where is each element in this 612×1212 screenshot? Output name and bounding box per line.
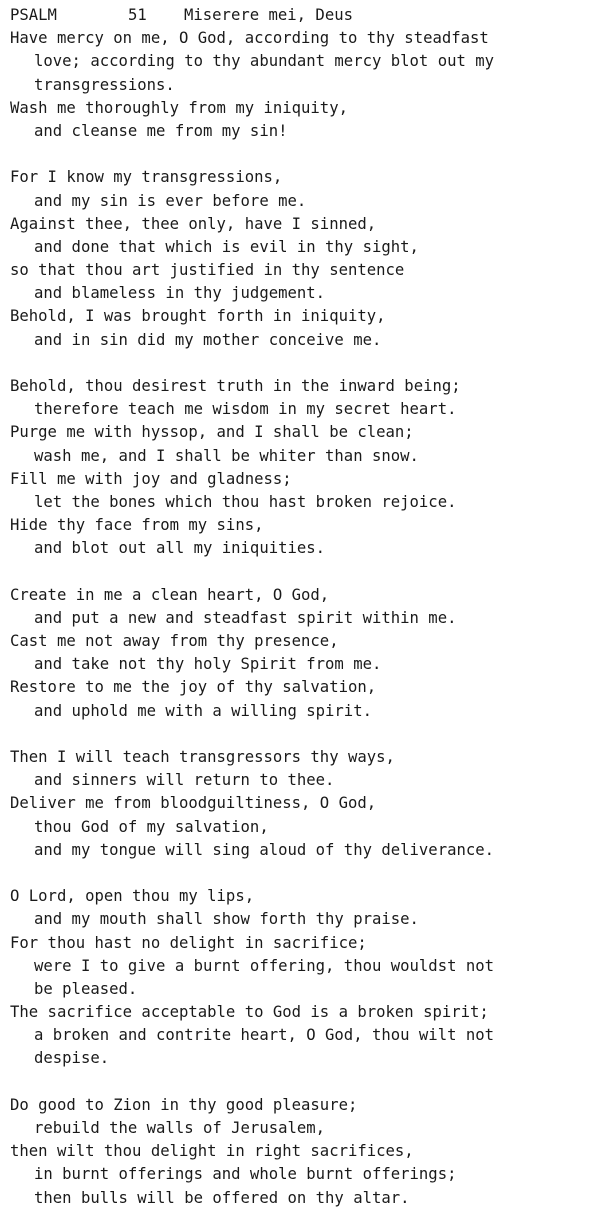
stanza: [10, 885, 608, 1071]
verse-line: Fill me with joy and gladness;: [10, 469, 292, 488]
stanza: [10, 166, 608, 352]
stanza-spacer: [10, 352, 608, 375]
stanza: [10, 27, 608, 143]
verse-line: Do good to Zion in thy good pleasure;: [10, 1095, 358, 1114]
verse-line: The sacrifice acceptable to God is a broken spirit;: [10, 1003, 489, 1022]
verse-continuation-line: and put a new and steadfast spirit within me.: [34, 608, 457, 627]
verse-line: Restore to me the joy of thy salvation,: [10, 678, 377, 697]
verse-continuation-line: transgressions.: [34, 75, 175, 94]
verse-line: For thou hast no delight in sacrifice;: [10, 933, 367, 952]
stanza-spacer: [10, 561, 608, 584]
verse-line: Cast me not away from thy presence,: [10, 632, 339, 651]
verse-line: Have mercy on me, O God, according to thy steadfast: [10, 29, 489, 48]
verse-continuation-line: and my tongue will sing aloud of thy deliverance.: [34, 840, 495, 859]
verse-continuation-line: despise.: [34, 1049, 110, 1068]
verse-continuation-line: and my mouth shall show forth thy praise.: [34, 910, 419, 929]
stanza-spacer: [10, 862, 608, 885]
psalm-body: [10, 27, 608, 1210]
psalm-number: 51: [128, 6, 147, 24]
verse-line: Against thee, thee only, have I sinned,: [10, 214, 377, 233]
verse-continuation-line: and blameless in thy judgement.: [34, 284, 326, 303]
stanza-spacer: [10, 143, 608, 166]
verse-continuation-line: rebuild the walls of Jerusalem,: [34, 1119, 326, 1137]
verse-line: then wilt thou delight in right sacrifices,: [10, 1142, 414, 1161]
verse-line: Then I will teach transgressors thy ways,: [10, 748, 395, 766]
psalm-label: PSALM: [10, 6, 57, 24]
stanza: [10, 375, 608, 561]
stanza: [10, 1094, 608, 1210]
stanza-spacer: [10, 723, 608, 746]
verse-continuation-line: and cleanse me from my sin!: [34, 121, 288, 140]
verse-line: Behold, I was brought forth in iniquity,: [10, 307, 386, 326]
verse-continuation-line: wash me, and I shall be whiter than snow.: [34, 446, 419, 465]
verse-line: Hide thy face from my sins,: [10, 516, 264, 535]
psalm-header: [10, 4, 608, 27]
verse-continuation-line: be pleased.: [34, 979, 138, 998]
verse-continuation-line: and in sin did my mother conceive me.: [34, 330, 382, 349]
verse-line: O Lord, open thou my lips,: [10, 887, 255, 906]
verse-line: Deliver me from bloodguiltiness, O God,: [10, 794, 377, 813]
verse-continuation-line: and uphold me with a willing spirit.: [34, 701, 372, 720]
verse-continuation-line: and sinners will return to thee.: [34, 771, 335, 790]
verse-continuation-line: were I to give a burnt offering, thou wouldst not: [34, 956, 495, 975]
verse-continuation-line: and blot out all my iniquities.: [34, 539, 326, 558]
verse-continuation-line: therefore teach me wisdom in my secret heart.: [34, 400, 457, 419]
psalm-latin-title: Miserere mei, Deus: [184, 6, 353, 24]
stanza: [10, 584, 608, 723]
verse-continuation-line: and take not thy holy Spirit from me.: [34, 655, 382, 674]
verse-line: Purge me with hyssop, and I shall be clean;: [10, 423, 414, 442]
verse-line: Behold, thou desirest truth in the inward being;: [10, 377, 461, 395]
verse-line: Wash me thoroughly from my iniquity,: [10, 98, 348, 117]
verse-continuation-line: then bulls will be offered on thy altar.: [34, 1188, 410, 1207]
verse-continuation-line: love; according to thy abundant mercy blot out my: [34, 52, 495, 71]
verse-line: so that thou art justified in thy sentence: [10, 261, 405, 280]
verse-continuation-line: in burnt offerings and whole burnt offerings;: [34, 1165, 457, 1184]
verse-line: For I know my transgressions,: [10, 168, 283, 187]
stanza-spacer: [10, 1071, 608, 1094]
stanza: [10, 746, 608, 862]
verse-continuation-line: let the bones which thou hast broken rejoice.: [34, 492, 457, 511]
verse-continuation-line: thou God of my salvation,: [34, 817, 269, 836]
verse-continuation-line: a broken and contrite heart, O God, thou wilt not: [34, 1026, 495, 1045]
psalm-document: [10, 4, 608, 1210]
verse-continuation-line: and my sin is ever before me.: [34, 191, 307, 210]
verse-line: Create in me a clean heart, O God,: [10, 585, 330, 604]
verse-continuation-line: and done that which is evil in thy sight,: [34, 237, 419, 256]
